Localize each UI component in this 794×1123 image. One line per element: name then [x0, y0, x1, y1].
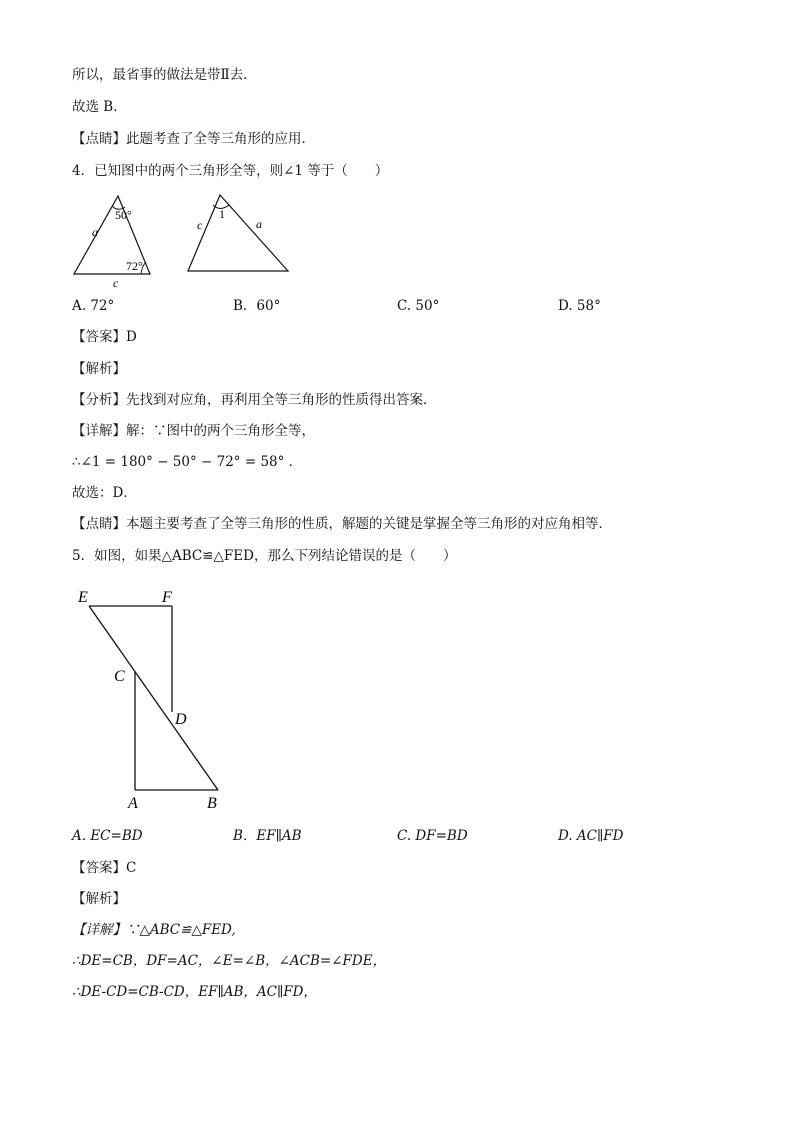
q4-tri2-side-a: a [256, 217, 262, 231]
q5-label-a: A [128, 795, 138, 812]
q5-label-d: D [175, 711, 187, 728]
q4-option-a: A. 72° [72, 298, 115, 314]
prev-line-1: 所以，最省事的做法是带Ⅱ去． [72, 67, 257, 83]
q5-option-a: A. EC=BD [72, 828, 143, 844]
q4-angle-1: 1 [219, 207, 225, 221]
q4-option-b: B．60° [233, 298, 281, 314]
q5-option-b: B．EF∥AB [233, 828, 302, 844]
q4-tri2-side-c: c [197, 218, 203, 232]
q4-angle-72: 72° [126, 259, 143, 273]
q4-fenxi: 【分析】先找到对应角，再利用全等三角形的性质得出答案． [72, 392, 437, 408]
q4-option-c: C. 50° [397, 298, 440, 314]
q5-stem: 5．如图，如果△ABC≌△FED，那么下列结论错误的是（ ） [72, 548, 457, 564]
q5-segment-eb [89, 606, 218, 790]
q4-tri1-side-a: a [92, 225, 98, 239]
prev-dianjing: 【点睛】此题考查了全等三角形的应用． [72, 131, 315, 147]
q4-dianjing: 【点睛】本题主要考查了全等三角形的性质，解题的关键是掌握全等三角形的对应角相等． [72, 516, 612, 532]
q5-label-c: C [114, 668, 125, 685]
q5-detail-1: 【详解】∵△ABC≌△FED, [72, 922, 236, 938]
q5-detail-3: ∴DE-CD=CB-CD，EF∥AB，AC∥FD， [72, 984, 317, 1000]
q4-answer: 【答案】D [72, 329, 137, 345]
q5-label-e: E [78, 589, 88, 606]
q4-angle-50: 50° [115, 208, 132, 222]
q4-analysis-head: 【解析】 [72, 361, 126, 377]
q5-answer: 【答案】C [72, 860, 137, 876]
q4-detail-2: ∴∠1 = 180° − 50° − 72° = 58° ． [72, 454, 303, 470]
q4-detail-1: 【详解】解：∵图中的两个三角形全等， [72, 423, 315, 439]
q5-label-b: B [207, 795, 217, 812]
q5-label-f: F [162, 589, 172, 606]
q4-select: 故选：D． [72, 485, 137, 501]
q5-option-c: C. DF=BD [397, 828, 468, 844]
prev-line-2: 故选 B． [72, 99, 127, 115]
q4-stem: 4．已知图中的两个三角形全等，则∠1 等于（ ） [72, 163, 389, 179]
q5-analysis-head: 【解析】 [72, 891, 126, 907]
q5-detail-2: ∴DE=CB，DF=AC，∠E=∠B，∠ACB=∠FDE， [72, 953, 387, 969]
q5-option-d: D. AC∥FD [558, 828, 624, 844]
q4-tri1-side-c: c [113, 276, 119, 290]
q4-option-d: D. 58° [558, 298, 601, 314]
